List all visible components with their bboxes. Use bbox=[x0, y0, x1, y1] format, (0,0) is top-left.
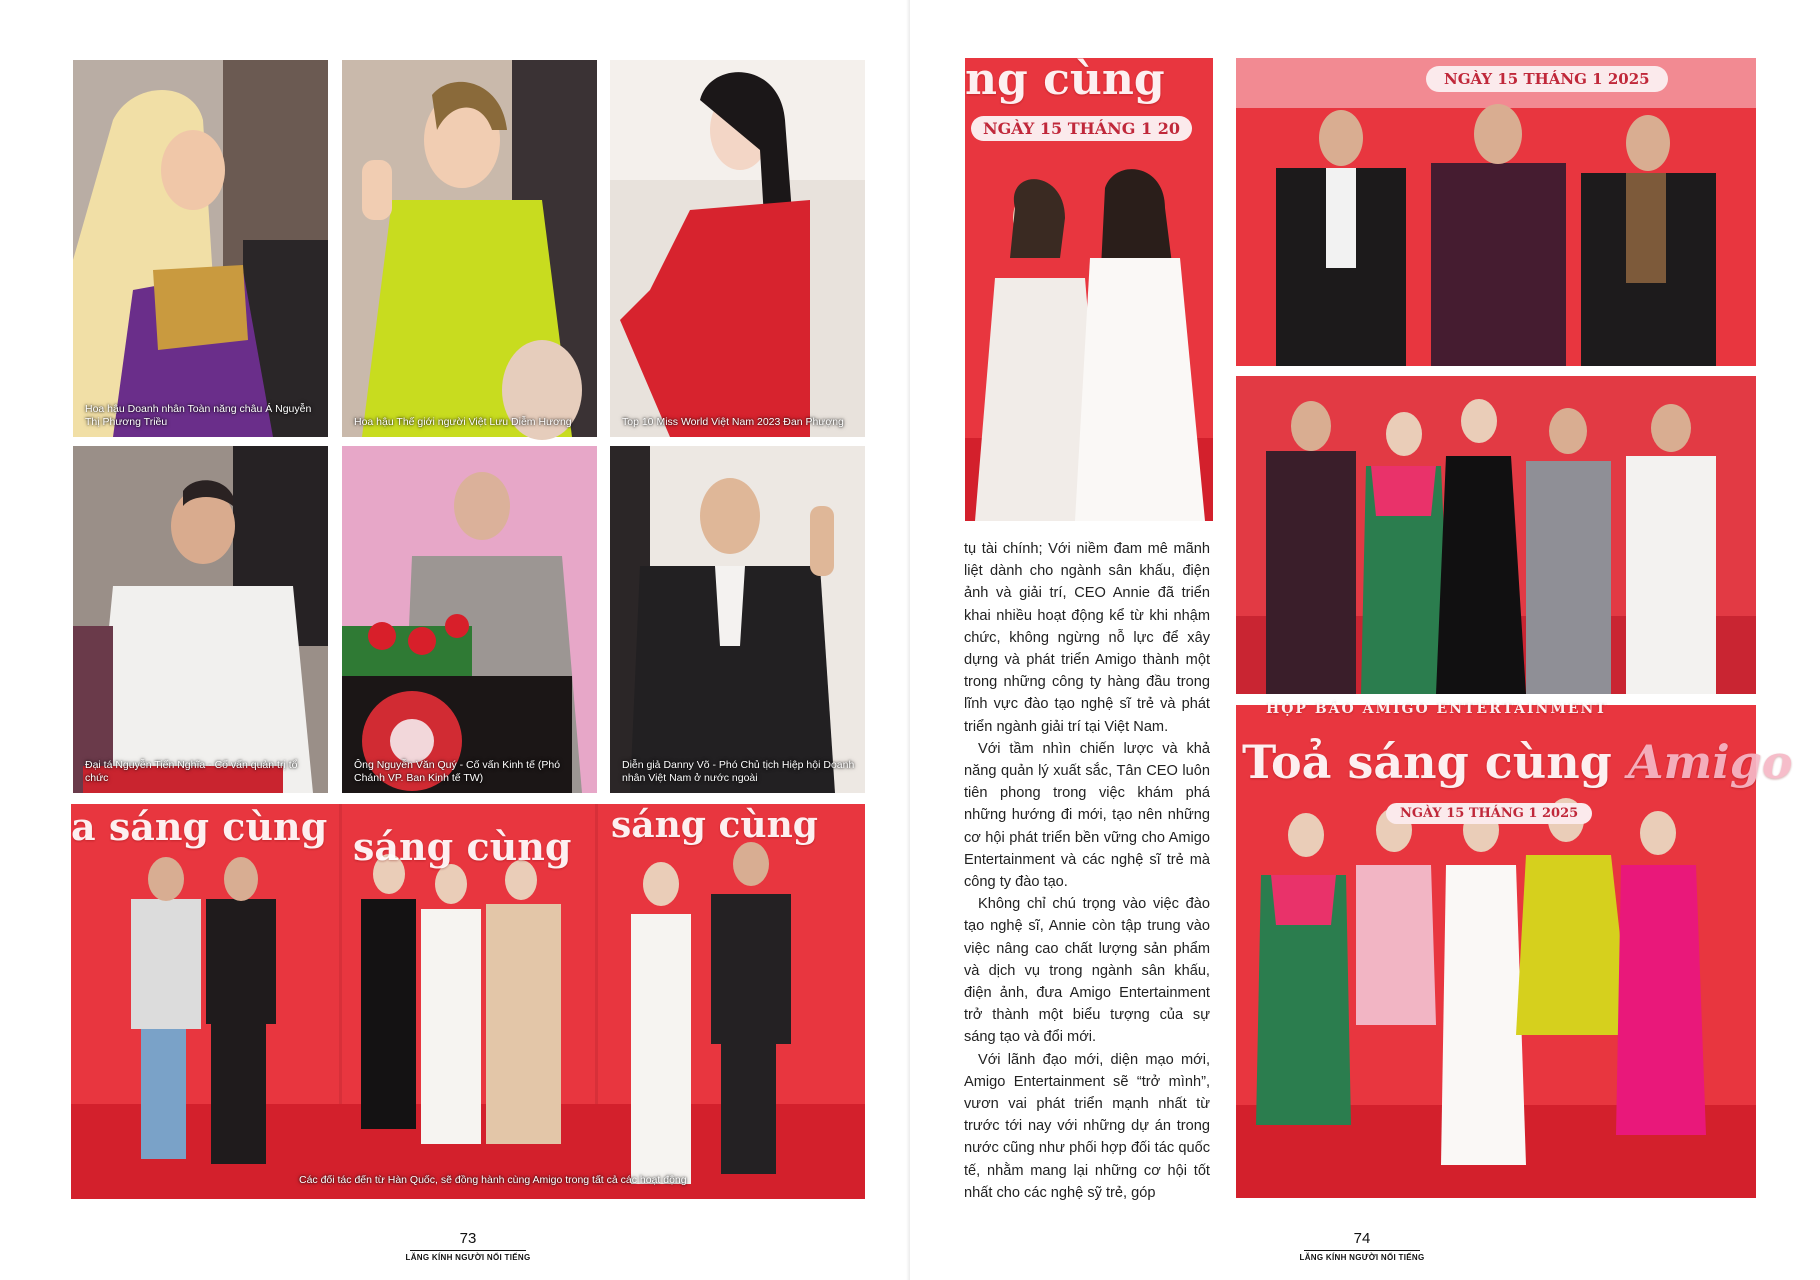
banner-main-text: Toả sáng cùng bbox=[1242, 735, 1612, 789]
photo-two-ladies-white bbox=[965, 54, 1213, 521]
backdrop-banner-3: sáng cùng bbox=[611, 804, 818, 846]
backdrop-banner-2: sáng cùng bbox=[353, 824, 572, 869]
photo-caption: Các đối tác đến từ Hàn Quốc, sẽ đồng hành cùng Amigo trong tất cả các hoạt động bbox=[299, 1174, 687, 1186]
photo-image bbox=[1236, 376, 1756, 694]
photo-nguyen-van-quy bbox=[342, 446, 597, 793]
backdrop-banner-1: a sáng cùng bbox=[71, 804, 328, 849]
photo-three-men bbox=[1236, 58, 1756, 366]
page-footer-right bbox=[1292, 1230, 1432, 1262]
page-footer-left bbox=[398, 1230, 538, 1262]
photo-nguyen-tien-nghia bbox=[73, 446, 328, 793]
backdrop-date-cut: NGÀY 15 THÁNG 1 20 bbox=[971, 116, 1192, 141]
banner-script-text: Amigo bbox=[1627, 735, 1793, 789]
photo-image bbox=[610, 60, 865, 437]
footer-rule bbox=[1304, 1250, 1420, 1251]
photo-korean-partners bbox=[71, 804, 865, 1199]
footer-rule bbox=[410, 1250, 526, 1251]
photo-caption: Hoa hậu Thế giới người Việt Lưu Diễm Hương bbox=[354, 416, 572, 428]
magazine-name: LĂNG KÍNH NGƯỜI NỔI TIẾNG bbox=[405, 1253, 531, 1262]
article-paragraph: tụ tài chính; Với niềm đam mê mãnh liệt dành cho ngành sân khấu, điện ảnh và giải trí, CEO Annie đã triển khai nhiều hoạt động kể từ khi nhậm chức, không ngừng nỗ lực để xây dựng và phát triển Amigo thành một trong những công ty hàng đầu trong lĩnh vực đào tạo nghệ sĩ trẻ và phát triển ngành giải trí tại Việt Nam. bbox=[964, 541, 1210, 735]
article-body bbox=[964, 538, 1210, 1204]
backdrop-banner-main bbox=[1242, 735, 1793, 789]
photo-image bbox=[342, 60, 597, 437]
photo-image bbox=[73, 446, 328, 793]
photo-image bbox=[342, 446, 597, 793]
photo-group-five bbox=[1236, 376, 1756, 694]
backdrop-date: NGÀY 15 THÁNG 1 2025 bbox=[1426, 66, 1668, 92]
photo-caption: Diễn giả Danny Võ - Phó Chủ tịch Hiệp hội Doanh nhân Việt Nam ở nước ngoài bbox=[622, 759, 855, 784]
photo-caption: Hoa hậu Doanh nhân Toàn năng châu Á Nguyễn Thị Phương Triều bbox=[85, 403, 312, 428]
photo-caption: Đại tá Nguyễn Tiến Nghĩa - Cố vấn quản trị tổ chức bbox=[85, 759, 298, 784]
photo-nguyen-thi-phuong-trieu bbox=[73, 60, 328, 437]
article-paragraph: Với tầm nhìn chiến lược và khả năng quản lý xuất sắc, Tân CEO luôn tiên phong trong việc khám phá những hướng đi mới, tạo nên những cơ hội phát triển bền vững cho Amigo Entertainment và các nghệ sĩ trẻ mà công ty đào tạo. bbox=[964, 740, 1210, 891]
photo-danny-vo bbox=[610, 446, 865, 793]
backdrop-date-bottom: NGÀY 15 THÁNG 1 2025 bbox=[1386, 803, 1592, 824]
backdrop-banner-top: HỌP BÁO AMIGO ENTERTAINMENT bbox=[1266, 701, 1608, 717]
photo-image bbox=[1236, 58, 1756, 366]
page-number: 74 bbox=[1353, 1230, 1371, 1247]
photo-image bbox=[73, 60, 328, 437]
photo-caption: Ông Nguyễn Văn Quý - Cố vấn Kinh tế (Phó Chánh VP. Ban Kinh tế TW) bbox=[354, 759, 561, 784]
article-paragraph: Không chỉ chú trọng vào việc đào tạo nghệ sĩ, Annie còn tập trung vào việc nâng cao chất lượng sản phẩm và dịch vụ trong ngành sân khấu, điện ảnh, đưa Amigo Entertainment trở thành một biểu tượng của sự sáng tạo và đổi mới. bbox=[964, 896, 1210, 1046]
photo-luu-diem-huong bbox=[342, 60, 597, 437]
photo-five-ladies bbox=[1236, 701, 1793, 1198]
photo-image bbox=[610, 446, 865, 793]
page-number: 73 bbox=[459, 1230, 477, 1247]
article-paragraph: Với lãnh đạo mới, diện mạo mới, Amigo Entertainment sẽ “trở mình”, vươn vai phát triển mạnh nhất từ trước tới nay với những dự án trong nước cũng như phối hợp đối tác quốc tế, nhằm mang lại những cơ hội tốt nhất cho các nghệ sỹ trẻ, góp bbox=[964, 1051, 1210, 1201]
photo-dan-phuong bbox=[610, 60, 865, 437]
backdrop-banner-cut: ng cùng bbox=[965, 54, 1165, 105]
photo-caption: Top 10 Miss World Việt Nam 2023 Đan Phượng bbox=[622, 416, 844, 428]
magazine-name: LĂNG KÍNH NGƯỜI NỔI TIẾNG bbox=[1299, 1253, 1425, 1262]
